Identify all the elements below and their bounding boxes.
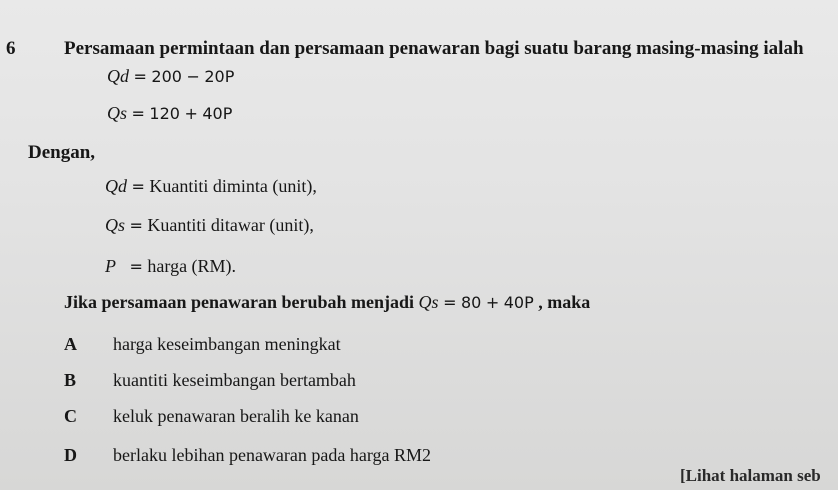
equation-operator: +	[184, 104, 198, 123]
definition-text: harga (RM).	[147, 256, 237, 276]
definition-symbol: Qs	[105, 215, 126, 235]
option-d-letter: D	[64, 445, 77, 465]
equation-lhs: Qd	[107, 66, 129, 86]
question-number: 6	[6, 38, 16, 59]
condition-prefix: Jika persamaan penawaran berubah menjadi	[64, 292, 415, 312]
equation-constant: 120	[149, 104, 180, 123]
definition-qs	[105, 215, 314, 236]
equation-lhs: Qs	[107, 103, 128, 123]
definition-text: Kuantiti ditawar (unit),	[147, 215, 314, 235]
equation-term: 40P	[202, 104, 233, 123]
equation-term: 20P	[204, 67, 235, 86]
definition-p	[105, 256, 236, 277]
option-b-letter: B	[64, 370, 77, 390]
definition-equals: =	[129, 216, 143, 235]
equation-equals: =	[131, 104, 145, 123]
definition-symbol: Qd	[105, 176, 127, 196]
equation-equals: =	[133, 67, 147, 86]
definition-text: Kuantiti diminta (unit),	[149, 176, 317, 196]
equation-constant: 200	[151, 67, 182, 86]
definition-symbol: P	[105, 256, 116, 276]
supply-equation	[107, 103, 232, 124]
footer-note: [Lihat halaman seb	[680, 466, 821, 485]
definition-qd	[105, 176, 317, 197]
equation-operator: −	[186, 67, 200, 86]
condition-line	[64, 292, 590, 313]
option-c-text: keluk penawaran beralih ke kanan	[113, 406, 359, 426]
option-a-text: harga keseimbangan meningkat	[113, 334, 341, 354]
condition-lhs: Qs	[418, 292, 439, 312]
definition-equals: =	[129, 257, 143, 276]
demand-equation	[107, 66, 234, 87]
question-stem: Persamaan permintaan dan persamaan penawaran bagi suatu barang masing-masing ialah	[64, 38, 804, 59]
option-a-letter: A	[64, 334, 77, 354]
option-b-text: kuantiti keseimbangan bertambah	[113, 370, 356, 390]
condition-operator: +	[485, 293, 500, 312]
condition-equals: =	[443, 293, 457, 312]
dengan-heading: Dengan,	[28, 142, 96, 163]
condition-suffix: , maka	[538, 292, 591, 312]
option-d-text: berlaku lebihan penawaran pada harga RM2	[113, 445, 432, 465]
definition-equals: =	[131, 177, 145, 196]
option-c-letter: C	[64, 406, 77, 426]
condition-term: 40P	[503, 293, 534, 312]
condition-constant: 80	[460, 293, 482, 312]
